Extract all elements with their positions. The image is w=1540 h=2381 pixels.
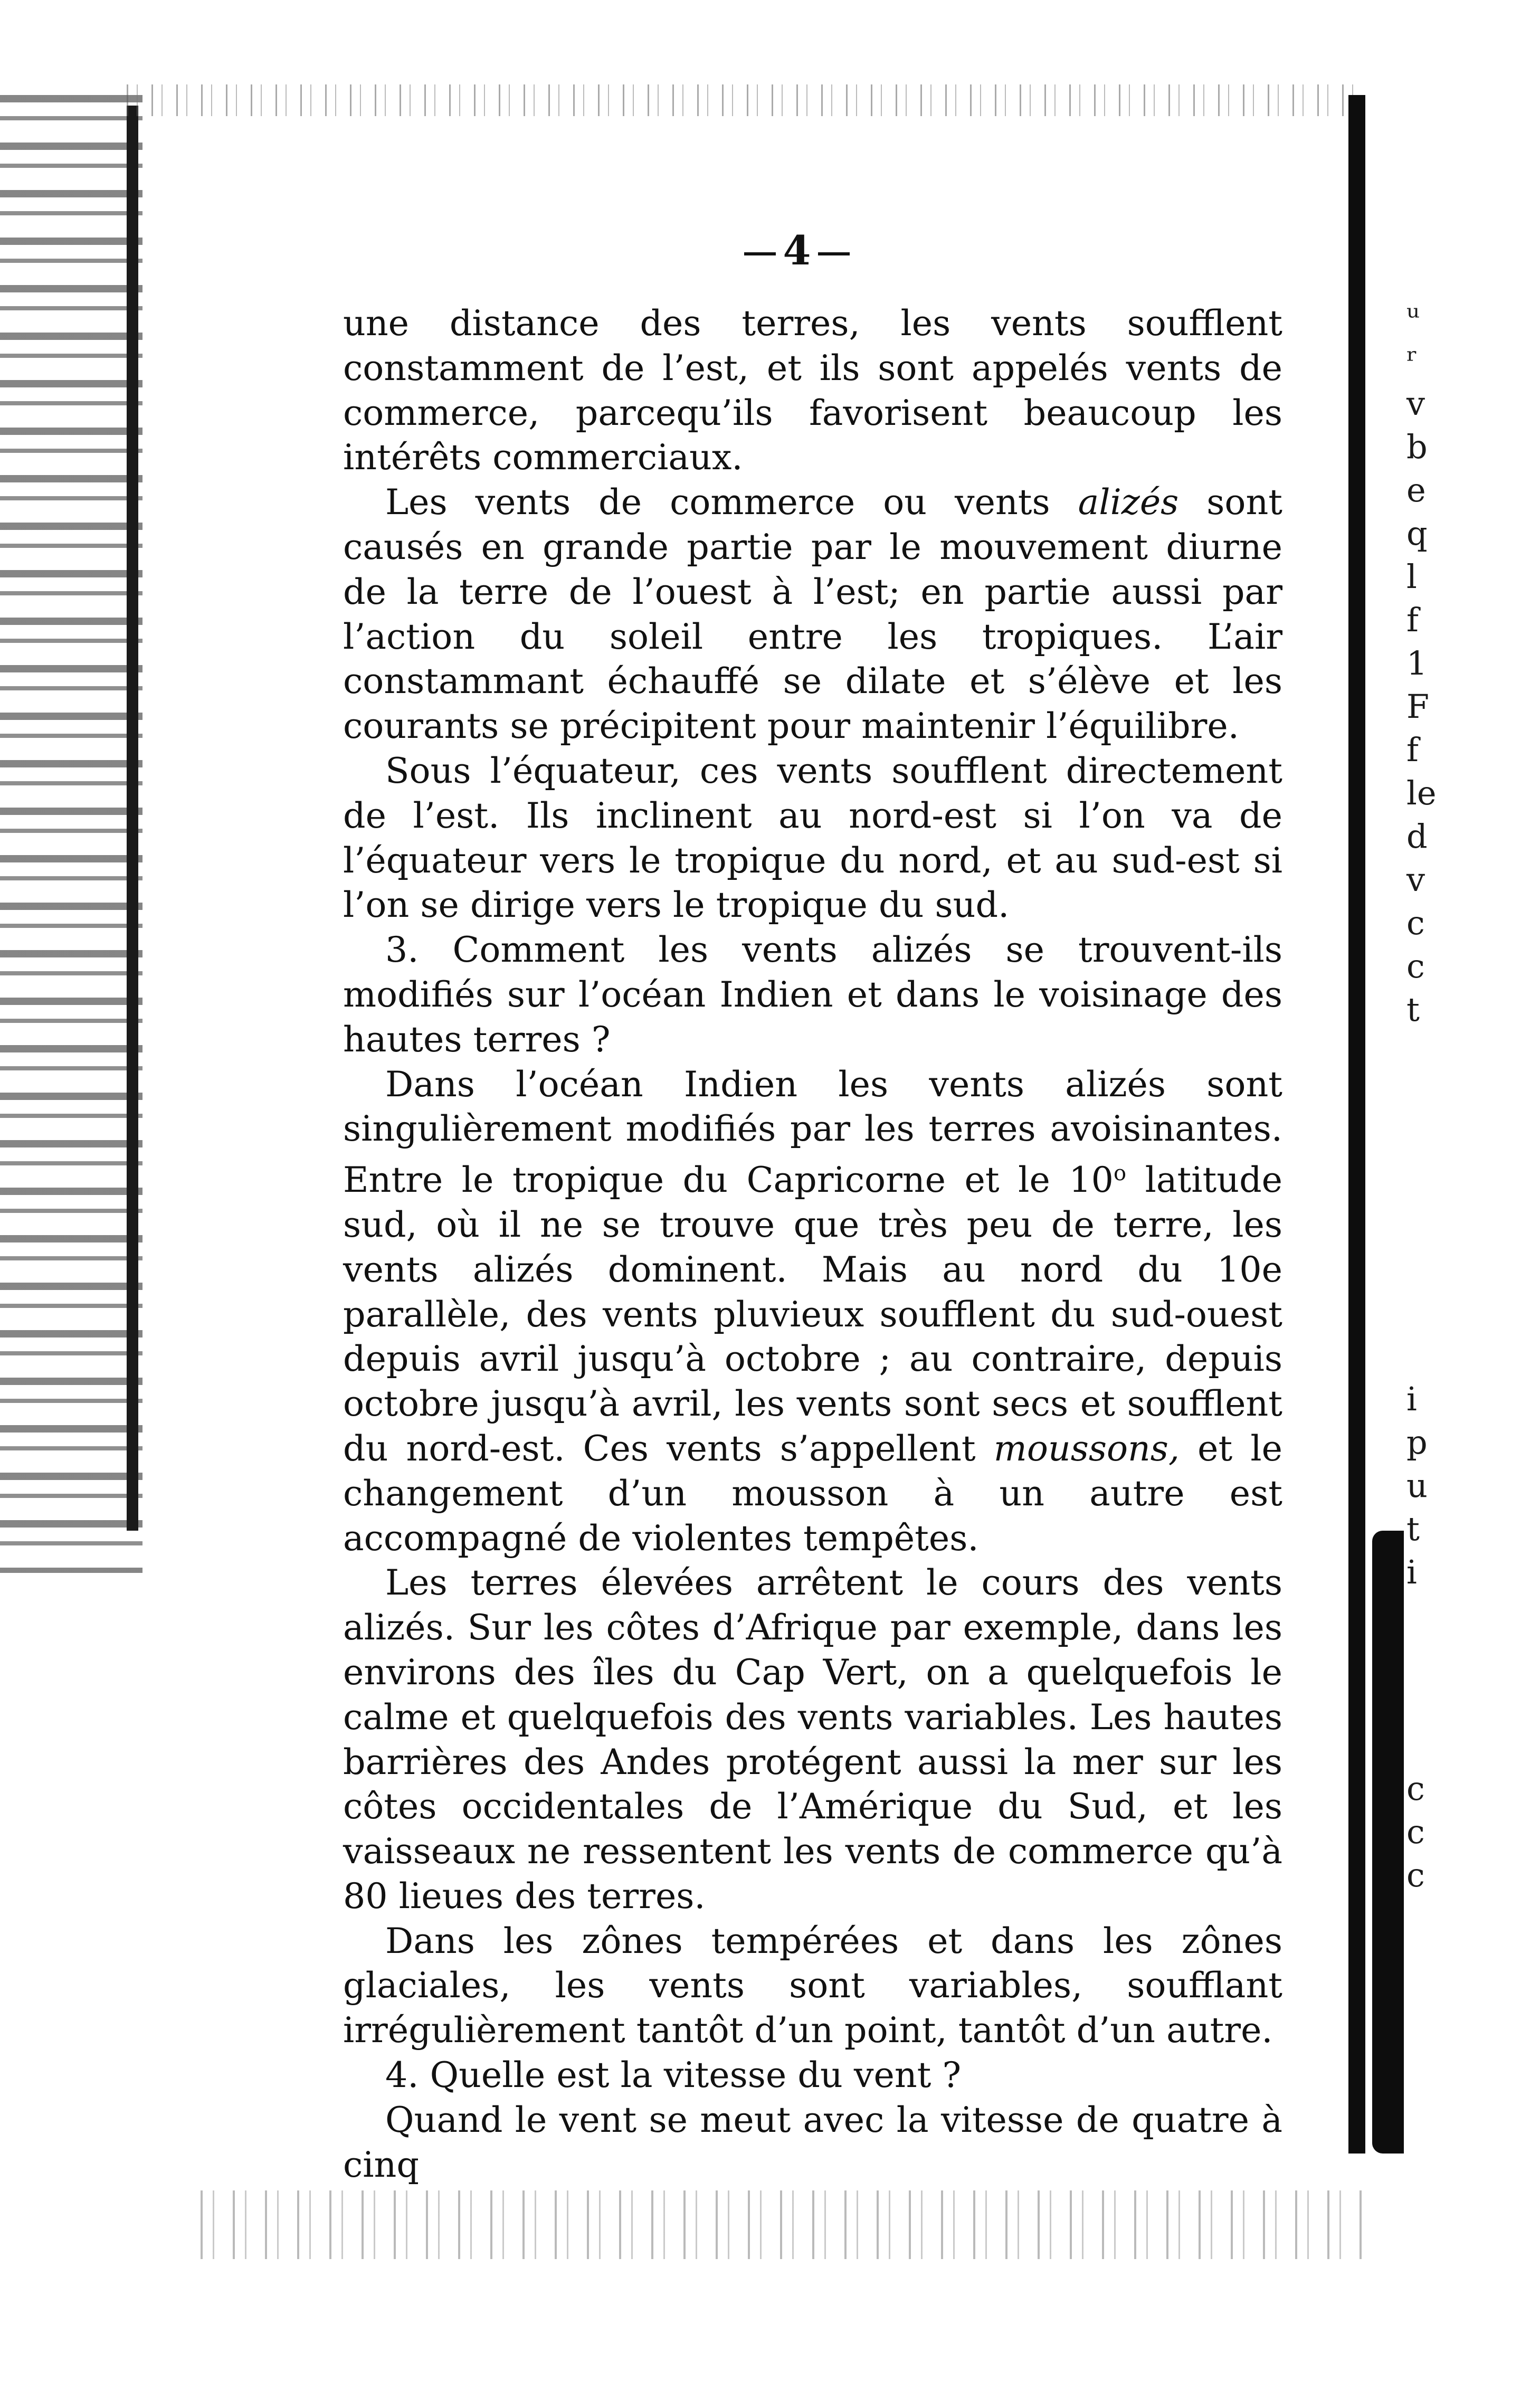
fragment-glyph xyxy=(1406,1248,1512,1291)
scan-bottom-noise xyxy=(201,2190,1362,2259)
fragment-glyph: i xyxy=(1406,1553,1417,1591)
fragment-glyph: c xyxy=(1406,1813,1425,1851)
italic-term: moussons, xyxy=(993,1427,1180,1469)
fragment-glyph xyxy=(1406,1161,1512,1204)
paragraph-trade-winds-causes xyxy=(343,480,1282,748)
fragment-glyph: le xyxy=(1406,774,1437,812)
page-number-dash-right xyxy=(818,252,850,255)
scan-left-edge-shadow xyxy=(0,95,142,1573)
adjacent-page-fragments xyxy=(1406,296,1512,1932)
page-number xyxy=(728,227,866,274)
page-body-text xyxy=(343,301,1282,2187)
book-gutter-shadow xyxy=(1348,95,1365,2154)
fragment-glyph: q xyxy=(1406,514,1428,553)
fragment-glyph: f xyxy=(1406,601,1419,639)
fragment-glyph: e xyxy=(1406,471,1426,509)
paragraph-equator-winds: Sous l’équateur, ces vents soufflent directement de l’est. Ils inclinent au nord-est si l’on va de l’équateur vers le tropique du nord, et au sud-est si l’on se dirige vers le tropique du sud. xyxy=(343,750,1282,926)
degree-superscript: o xyxy=(1113,1161,1127,1186)
paragraph-high-lands: Les terres élevées arrêtent le cours des vents alizés. Sur les côtes d’Afrique par exemple, dans les environs des îles du Cap Vert, on a quelquefois le calme et quelquefois des vents variables. Les hautes barrières des Andes protégent aussi la mer sur les côtes occidentales de l’Amérique du Sud, et les vaisseaux ne ressentent les vents de commerce qu’à 80 lieues des terres. xyxy=(343,1562,1282,1917)
book-gutter-shadow-thick xyxy=(1372,1531,1404,2154)
fragment-glyph xyxy=(1406,1031,1512,1075)
fragment-glyph: t xyxy=(1406,990,1420,1029)
fragment-glyph: v xyxy=(1406,384,1425,423)
question-4: 4. Quelle est la vitesse du vent ? xyxy=(385,2054,962,2096)
fragment-glyph xyxy=(1406,1118,1512,1161)
fragment-glyph: p xyxy=(1406,1423,1428,1462)
fragment-glyph: l xyxy=(1406,557,1417,596)
fragment-glyph: d xyxy=(1406,817,1428,856)
fragment-glyph: c xyxy=(1406,1769,1425,1808)
paragraph-temperate-zones: Dans les zônes tempérées et dans les zônes glaciales, les vents sont variables, soufflant irrégulièrement tantôt d’un point, tantôt d’un autre. xyxy=(343,1920,1282,2051)
page-number-dash-left xyxy=(744,252,776,255)
fragment-glyph: ʳ xyxy=(1406,341,1418,380)
page-number-value: 4 xyxy=(783,227,811,274)
paragraph-text: et le changement d’un mousson à un autre est accompagné de violentes tempêtes. xyxy=(343,1427,1282,1559)
fragment-glyph xyxy=(1406,1291,1512,1334)
fragment-glyph: c xyxy=(1406,947,1425,985)
paragraph-text: Dans l’océan Indien les vents alizés sont singulièrement modifiés par les terres avoisinantes. Entre le tropique du Capricorne et le 10 xyxy=(343,1063,1282,1201)
fragment-glyph xyxy=(1406,1681,1512,1724)
fragment-glyph: v xyxy=(1406,860,1425,899)
fragment-glyph xyxy=(1406,1204,1512,1248)
fragment-glyph: c xyxy=(1406,1856,1425,1894)
paragraph-text: Les vents de commerce ou vents xyxy=(385,481,1078,523)
paragraph-wind-speed: Quand le vent se meut avec la vitesse de quatre à cinq xyxy=(343,2099,1282,2185)
paragraph-wind-intro: une distance des terres, les vents soufflent constamment de l’est, et ils sont appelés vents de commerce, parcequ’ils favorisent beaucoup les intérêts commerciaux. xyxy=(343,302,1282,478)
fragment-glyph: i xyxy=(1406,1380,1417,1418)
paragraph-text: latitude sud, où il ne se trouve que très peu de terre, les vents alizés dominent. Mais au nord du 10e parallèle, des vents pluvieux soufflent du sud-ouest depuis avril jusqu’à octobre ; au contraire, depuis octobre jusqu’à avril, les vents sont secs et soufflent du nord-est. Ces vents s’appellent xyxy=(343,1159,1282,1469)
fragment-glyph: ᵘ xyxy=(1406,298,1420,336)
fragment-glyph xyxy=(1406,1594,1512,1637)
question-3: 3. Comment les vents alizés se trouvent-ils modifiés sur l’océan Indien et dans le voisinage des hautes terres ? xyxy=(343,929,1282,1060)
paragraph-text: sont causés en grande partie par le mouvement diurne de la terre de l’ouest à l’est; en partie aussi par l’action du soleil entre les tropiques. L’air constammant échauffé se dilate et s’élève et les courants se précipitent pour maintenir l’équilibre. xyxy=(343,481,1282,747)
fragment-glyph: t xyxy=(1406,1510,1420,1548)
fragment-glyph: F xyxy=(1406,687,1430,726)
fragment-glyph xyxy=(1406,1334,1512,1378)
scan-top-noise xyxy=(127,84,1362,116)
fragment-glyph: u xyxy=(1406,1466,1428,1505)
paragraph-indian-ocean xyxy=(343,1062,1282,1561)
fragment-glyph xyxy=(1406,1075,1512,1118)
fragment-glyph: 1 xyxy=(1406,644,1428,682)
fragment-glyph: b xyxy=(1406,428,1428,466)
fragment-glyph xyxy=(1406,1724,1512,1767)
italic-term: alizés xyxy=(1078,481,1179,523)
fragment-glyph: f xyxy=(1406,731,1419,769)
scan-left-edge-bar xyxy=(127,106,138,1531)
fragment-glyph xyxy=(1406,1637,1512,1681)
fragment-glyph: c xyxy=(1406,904,1425,942)
